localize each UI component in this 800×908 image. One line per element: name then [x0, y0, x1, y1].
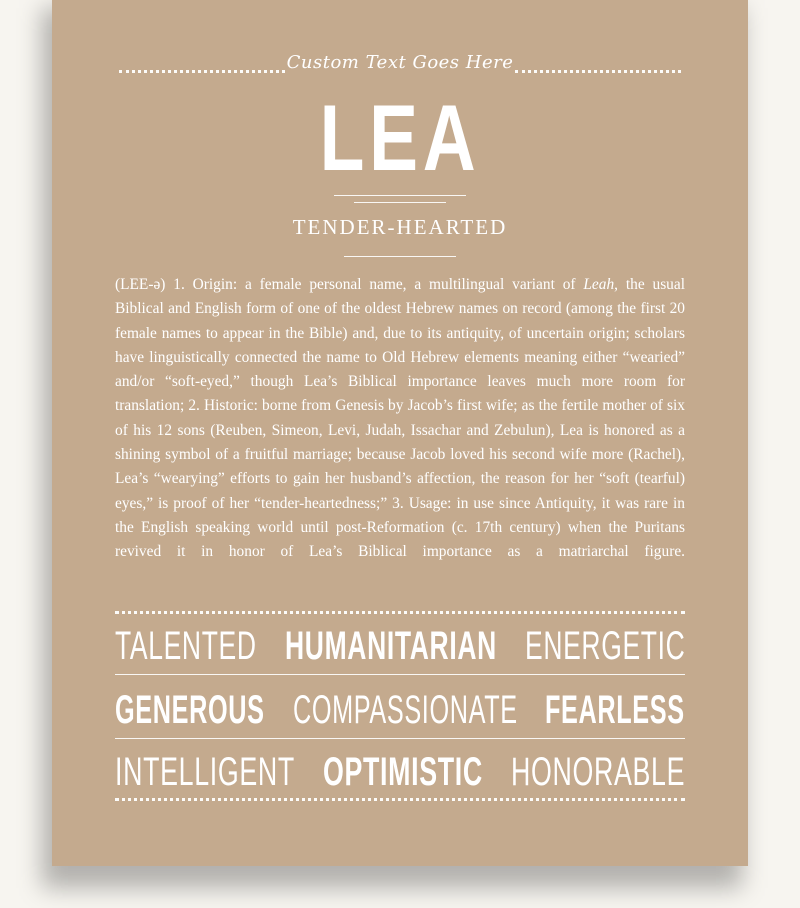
trait-row-2	[115, 686, 685, 734]
pronunciation: (LEE-ə)	[115, 276, 166, 293]
poster-name: LEA	[319, 85, 481, 190]
top-right-dotted-rule	[515, 70, 681, 73]
trait-row-divider-2	[115, 738, 685, 739]
meaning-underline	[344, 256, 456, 257]
name-poster	[52, 0, 748, 866]
name-underline-bottom	[354, 202, 446, 203]
top-left-dotted-rule	[119, 70, 285, 73]
traits-bottom-dotted-rule	[115, 798, 685, 801]
trait-word: TALENTED	[115, 624, 257, 668]
trait-row-divider-1	[115, 674, 685, 675]
trait-word: COMPASSIONATE	[292, 688, 518, 732]
trait-word: GENEROUS	[115, 688, 265, 732]
trait-word: HUMANITARIAN	[284, 624, 497, 668]
trait-word: INTELLIGENT	[115, 750, 295, 794]
trait-word: OPTIMISTIC	[322, 750, 483, 794]
name-definition	[115, 273, 685, 565]
definition-emphasis: Leah	[583, 276, 615, 293]
definition-part-1: 1. Origin: a female personal name, a multilingual variant of	[173, 276, 584, 293]
name-meaning: TENDER-HEARTED	[292, 215, 508, 239]
trait-word: ENERGETIC	[524, 624, 685, 668]
trait-word: FEARLESS	[545, 688, 685, 732]
custom-text: Custom Text Goes Here	[286, 52, 514, 73]
definition-part-2: , the usual Biblical and English form of one of the oldest Hebrew names on record (among the first 20 female names to appear in the Bible) and, due to its antiquity, of uncertain origin; scholars have linguistically connected the name to Old Hebrew elements meaning either “wearied” and/or “soft-eyed,” though Lea’s Biblical importance leaves much more room for translation; 2. Historic: borne from Genesis by Jacob’s first wife; as the fertile mother of six of his 12 sons (Reuben, Simeon, Levi, Judah, Issachar and Zebulun), Lea is honored as a shining symbol of a fruitful marriage; because Jacob loved his second wife more (Rachel), Lea’s “wearying” efforts to gain her husband’s affection, the reason for her “soft (tearful) eyes,” is proof of her “tender-heartedness;” 3. Usage: in use since Antiquity, it was rare in the English speaking world until post-Reformation (c. 17th century) when the Puritans revived it in honor of Lea’s Biblical importance as a matriarchal figure.	[115, 276, 685, 561]
trait-row-3	[115, 748, 685, 796]
trait-word: HONORABLE	[510, 750, 685, 794]
trait-row-1	[115, 622, 685, 670]
name-underline-top	[334, 195, 466, 196]
traits-top-dotted-rule	[115, 611, 685, 614]
